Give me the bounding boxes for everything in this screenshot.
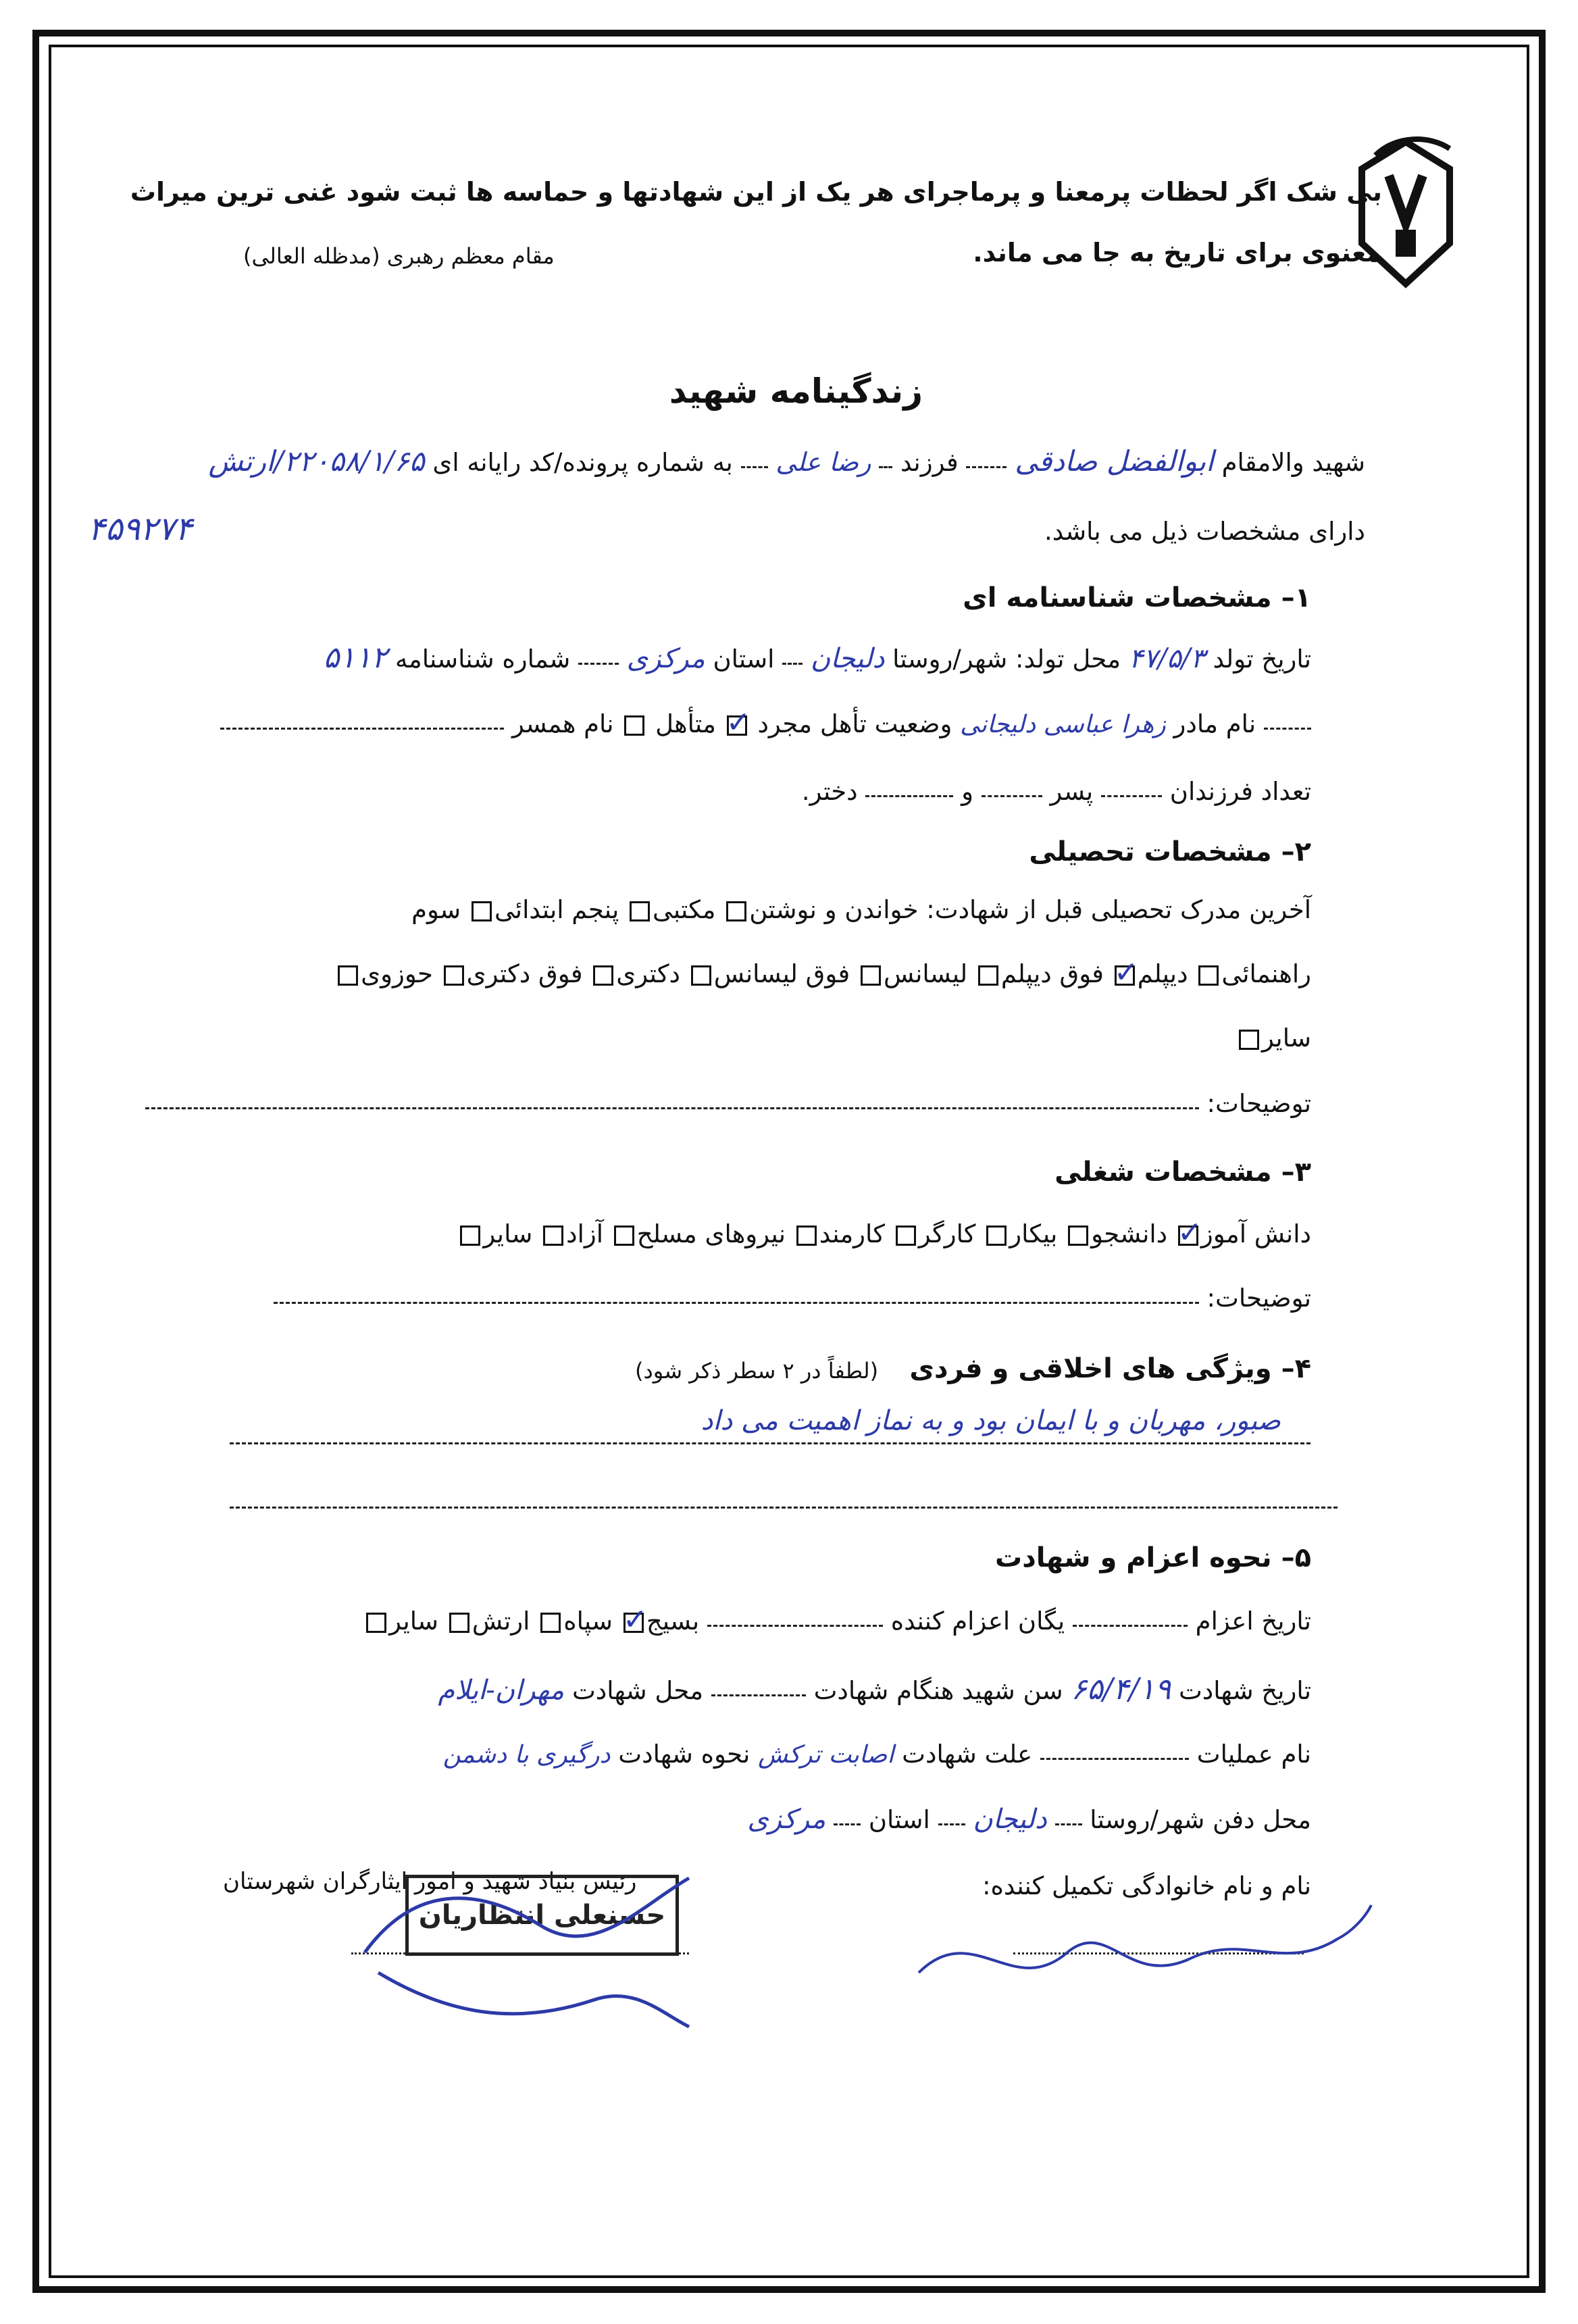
label-birth-date: تاریخ تولد — [1213, 645, 1311, 674]
traits-line-2 — [230, 1480, 1338, 1509]
martyr-name: ابوالفضل صادقی — [1015, 445, 1214, 478]
job-option-student: دانش آموز — [1200, 1219, 1311, 1248]
burial-city: دلیجان — [973, 1804, 1047, 1835]
label-burial: محل دفن شهر/روستا — [1090, 1805, 1311, 1834]
dispatch-army-checkbox[interactable] — [449, 1613, 469, 1633]
job-option-university: دانشجو — [1091, 1219, 1168, 1248]
label-last-degree: آخرین مدرک تحصیلی قبل از شهادت: — [926, 895, 1311, 924]
job-option-worker: کارگر — [918, 1219, 976, 1248]
sons-label: پسر — [1050, 777, 1094, 806]
page-title: زندگینامه شهید — [669, 372, 923, 411]
label-manner: نحوه شهادت — [618, 1740, 750, 1769]
married-label: متأهل — [655, 709, 716, 738]
daughters-label: دختر. — [801, 777, 858, 806]
label-operation: نام عملیات — [1196, 1740, 1311, 1769]
section4-hint: (لطفاً در ۲ سطر ذکر شود) — [635, 1358, 879, 1384]
edu-assoc-checkbox[interactable] — [978, 965, 998, 986]
edu-literacy-checkbox[interactable] — [726, 901, 746, 921]
married-checkbox[interactable] — [624, 715, 644, 736]
label-burial-province: استان — [868, 1805, 930, 1834]
edu-option-postdoc: فوق دکتری — [466, 959, 583, 988]
label-id-number: شماره شناسنامه — [395, 645, 571, 674]
edu-option-diploma: دیپلم — [1137, 959, 1188, 988]
birth-row — [324, 640, 1311, 675]
label-file-number: به شماره پرونده/کد رایانه ای — [432, 448, 733, 477]
label-children: تعداد فرزندان — [1169, 777, 1311, 806]
job-employee-checkbox[interactable] — [796, 1226, 817, 1246]
file-number: ۲۲۰۵۸/۱/۶۵/ارتش — [208, 445, 425, 478]
label-province: استان — [713, 645, 775, 674]
education-row-3 — [1236, 1024, 1311, 1053]
martyrdom-cause: اصابت ترکش — [758, 1741, 894, 1769]
label-mother: نام مادر — [1173, 709, 1256, 738]
edu-option-grade5: پنجم ابتدائی — [494, 895, 619, 924]
label-edu-notes: توضیحات: — [1206, 1089, 1311, 1118]
label-dispatch-unit: یگان اعزام کننده — [890, 1607, 1065, 1636]
burial-province: مرکزی — [747, 1804, 826, 1835]
traits-text: صبور، مهربان و با ایمان بود و به نماز اهمیت می داد — [701, 1405, 1281, 1436]
job-option-unemployed: بیکار — [1009, 1219, 1058, 1248]
job-student-checkbox[interactable] — [1178, 1226, 1198, 1246]
section5-heading: ۵– نحوه اعزام و شهادت — [995, 1542, 1311, 1573]
label-marital: وضعیت تأهل — [819, 709, 952, 738]
edu-master-checkbox[interactable] — [691, 965, 711, 986]
filler-label: نام و نام خانوادگی تکمیل کننده: — [982, 1871, 1311, 1900]
edu-seminary-checkbox[interactable] — [338, 965, 358, 986]
official-stamp: حسنعلی انتظاریان — [405, 1875, 679, 1956]
id-number: ۵۱۱۲ — [323, 640, 388, 675]
edu-option-assoc: فوق دیپلم — [1000, 959, 1104, 988]
chief-label: رئیس بنیاد شهید و امور ایثارگران شهرستان — [223, 1868, 637, 1895]
education-row-1 — [411, 895, 1311, 924]
job-option-self: آزاد — [566, 1219, 604, 1248]
job-notes — [274, 1284, 1311, 1313]
quote-author: مقام معظم رهبری (مدظله العالی) — [243, 243, 555, 269]
quote-line-1: بی شک اگر لحظات پرمعنا و پرماجرای هر یک از این شهادتها و حماسه ها ثبت شود غنی ترین میراث — [130, 177, 1382, 207]
dispatch-option-army: ارتش — [472, 1607, 530, 1636]
section2-heading: ۲– مشخصات تحصیلی — [1029, 836, 1311, 867]
job-self-checkbox[interactable] — [543, 1226, 563, 1246]
dispatch-option-other: سایر — [389, 1607, 439, 1636]
martyrdom-row — [438, 1672, 1311, 1707]
edu-phd-checkbox[interactable] — [593, 965, 613, 986]
edu-option-middle: راهنمائی — [1221, 959, 1311, 988]
label-child-of: فرزند — [900, 448, 959, 477]
intro-row — [208, 445, 1365, 478]
label-martyr-name: شهید والامقام — [1221, 448, 1365, 477]
job-university-checkbox[interactable] — [1068, 1226, 1088, 1246]
edu-other-checkbox[interactable] — [1239, 1030, 1259, 1050]
mother-name: زهرا عباسی دلیجانی — [960, 711, 1166, 738]
job-option-other: سایر — [483, 1219, 533, 1248]
chief-signature-icon — [338, 1851, 716, 2054]
edu-middle-checkbox[interactable] — [1198, 965, 1219, 986]
edu-option-master: فوق لیسانس — [713, 959, 850, 988]
job-other-checkbox[interactable] — [460, 1226, 480, 1246]
edu-maktabi-checkbox[interactable] — [630, 901, 650, 921]
birth-city: دلیجان — [810, 643, 885, 674]
edu-option-third: سوم — [411, 895, 461, 924]
birth-date: ۴۷/۵/۳ — [1128, 643, 1205, 674]
and-label: و — [961, 777, 973, 806]
burial-row — [747, 1804, 1311, 1835]
edu-option-other: سایر — [1262, 1024, 1311, 1053]
section1-heading: ۱– مشخصات شناسنامه ای — [963, 582, 1311, 613]
job-worker-checkbox[interactable] — [896, 1226, 916, 1246]
label-spouse: نام همسر — [512, 709, 614, 738]
job-option-military: نیروهای مسلح — [636, 1219, 786, 1248]
dispatch-basij-checkbox[interactable] — [623, 1613, 644, 1633]
martyrdom-date: ۶۵/۴/۱۹ — [1071, 1672, 1171, 1707]
dispatch-other-checkbox[interactable] — [366, 1613, 386, 1633]
intro-line-2: دارای مشخصات ذیل می باشد. — [1044, 517, 1365, 546]
dispatch-option-basij: بسیج — [646, 1607, 700, 1636]
label-age: سن شهید هنگام شهادت — [813, 1676, 1063, 1705]
filler-signature-icon — [905, 1892, 1378, 2013]
label-dispatch-date: تاریخ اعزام — [1195, 1607, 1311, 1636]
computer-code: ۴۵۹۲۷۴ — [88, 510, 193, 548]
edu-option-maktabi: مکتبی — [653, 895, 716, 924]
edu-option-seminary: حوزوی — [361, 959, 433, 988]
martyrdom-manner: درگیری با دشمن — [442, 1741, 611, 1769]
father-name: رضا علی — [775, 447, 871, 477]
job-military-checkbox[interactable] — [614, 1226, 634, 1246]
job-unemployed-checkbox[interactable] — [986, 1226, 1007, 1246]
label-cause: علت شهادت — [902, 1740, 1033, 1769]
edu-bachelor-checkbox[interactable] — [861, 965, 881, 986]
job-option-employee: کارمند — [819, 1219, 885, 1248]
edu-diploma-checkbox[interactable] — [1115, 965, 1135, 986]
label-birth-place: محل تولد: شهر/روستا — [892, 645, 1121, 674]
edu-option-bachelor: لیسانس — [883, 959, 968, 988]
label-martyrdom-date: تاریخ شهادت — [1178, 1676, 1311, 1705]
label-martyrdom-place: محل شهادت — [571, 1676, 704, 1705]
single-checkbox[interactable] — [727, 715, 747, 736]
edu-grade5-checkbox[interactable] — [472, 901, 492, 921]
single-label: مجرد — [757, 709, 813, 738]
section3-heading: ۳– مشخصات شغلی — [1054, 1157, 1311, 1188]
job-row — [457, 1219, 1311, 1248]
children-row — [802, 777, 1311, 806]
quote-line-2: معنوی برای تاریخ به جا می ماند. — [973, 238, 1382, 268]
edu-option-phd: دکتری — [616, 959, 680, 988]
label-job-notes: توضیحات: — [1206, 1284, 1311, 1313]
operation-row — [443, 1740, 1311, 1769]
edu-option-literacy: خواندن و نوشتن — [749, 895, 919, 924]
edu-postdoc-checkbox[interactable] — [444, 965, 464, 986]
mother-row — [220, 709, 1311, 738]
dispatch-option-sepah: سپاه — [563, 1607, 613, 1636]
dispatch-row — [363, 1607, 1311, 1636]
education-notes — [145, 1089, 1311, 1118]
dispatch-sepah-checkbox[interactable] — [540, 1613, 561, 1633]
education-row-2 — [335, 959, 1311, 988]
section4-heading: ۴– ویژگی های اخلاقی و فردی — [909, 1353, 1311, 1384]
province: مرکزی — [626, 643, 705, 674]
martyrdom-place: مهران-ایلام — [438, 1675, 565, 1706]
